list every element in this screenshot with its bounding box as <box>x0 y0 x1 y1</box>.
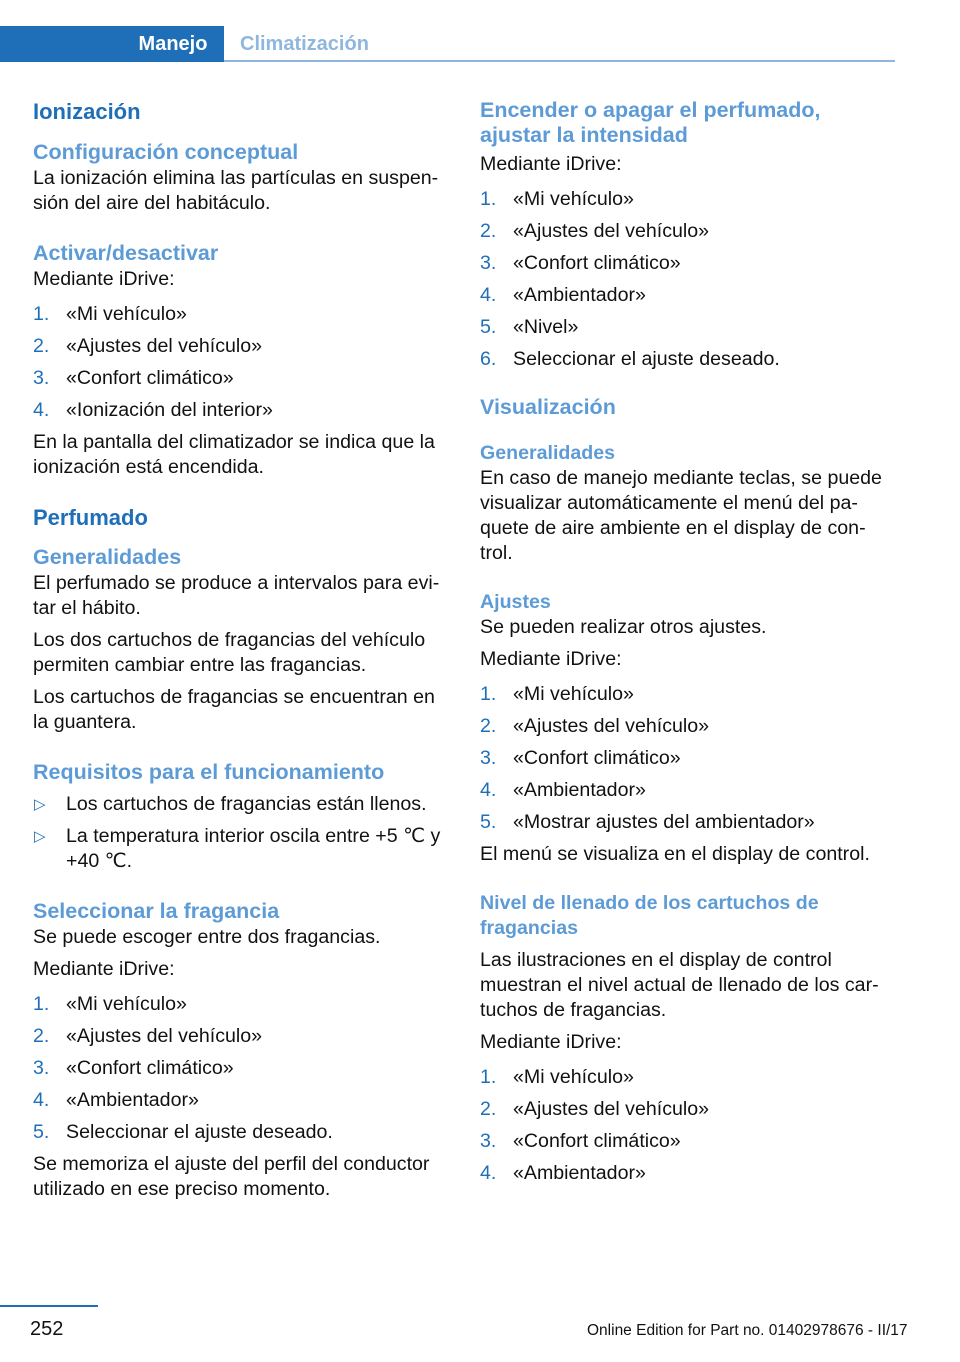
step-number: 5. <box>480 316 497 338</box>
list-item <box>33 366 445 391</box>
item-text: La temperatura interior oscila entre +5 ℃ y +40 ℃. <box>66 825 441 872</box>
step-number: 2. <box>33 335 50 357</box>
step-number: 3. <box>480 252 497 274</box>
list-item <box>480 251 892 276</box>
paragraph: Se memoriza el ajuste del perfil del conductor utilizado en ese preciso momento. <box>33 1153 430 1200</box>
step-text: «Ambientador» <box>513 1162 646 1184</box>
section-title-ionizacion: Ionización <box>33 99 141 124</box>
list-item <box>480 347 892 372</box>
step-number: 4. <box>480 779 497 801</box>
step-number: 2. <box>480 220 497 242</box>
subsection-title: Nivel de llenado de los cartuchos de fragancias <box>480 892 819 939</box>
page-number: 252 <box>30 1318 64 1340</box>
list-item <box>33 992 445 1017</box>
paragraph: El perfumado se produce a intervalos para evi‐ tar el hábito. <box>33 572 440 619</box>
list-item <box>480 219 892 244</box>
step-text: «Confort climático» <box>513 747 681 769</box>
paragraph: Los cartuchos de fragancias se encuentran en la guantera. <box>33 686 435 733</box>
step-number: 1. <box>33 993 50 1015</box>
step-text: «Ajustes del vehículo» <box>513 715 710 737</box>
step-number: 1. <box>33 303 50 325</box>
paragraph: Mediante iDrive: <box>480 648 622 670</box>
step-text: «Ambientador» <box>513 779 646 801</box>
list-item <box>33 398 445 423</box>
step-list <box>33 302 445 423</box>
list-item <box>480 283 892 308</box>
list-item <box>480 1065 892 1090</box>
step-number: 4. <box>480 1162 497 1184</box>
step-text: «Mostrar ajustes del ambientador» <box>513 811 815 833</box>
paragraph: En la pantalla del climatizador se indica que la ionización está encendida. <box>33 431 435 478</box>
header-bar <box>0 0 960 64</box>
step-text: «Confort climático» <box>66 367 234 389</box>
step-number: 2. <box>33 1025 50 1047</box>
header-tab-blank <box>0 26 122 62</box>
step-number: 5. <box>480 811 497 833</box>
triangle-right-icon: ▷ <box>34 796 46 813</box>
subsection-title: Encender o apagar el perfumado, ajustar la intensidad <box>480 98 821 147</box>
step-text: «Mi vehículo» <box>513 683 634 705</box>
step-text: «Confort climático» <box>513 1130 681 1152</box>
list-item <box>33 1088 445 1113</box>
step-text: «Confort climático» <box>66 1057 234 1079</box>
step-number: 1. <box>480 188 497 210</box>
tab-climatizacion[interactable]: Climatización <box>224 26 895 62</box>
step-text: «Ajustes del vehículo» <box>66 1025 263 1047</box>
step-list <box>480 187 892 372</box>
step-text: «Ajustes del vehículo» <box>66 335 263 357</box>
step-number: 4. <box>33 1089 50 1111</box>
step-number: 1. <box>480 683 497 705</box>
step-number: 1. <box>480 1066 497 1088</box>
step-number: 3. <box>33 1057 50 1079</box>
step-list <box>33 992 445 1145</box>
step-number: 2. <box>480 1098 497 1120</box>
step-text: «Confort climático» <box>513 252 681 274</box>
tab-manejo[interactable]: Manejo <box>122 26 224 62</box>
step-text: «Mi vehículo» <box>513 1066 634 1088</box>
section-title-visualizacion: Visualización <box>480 395 616 419</box>
step-number: 6. <box>480 348 497 370</box>
subsection-title: Configuración conceptual <box>33 140 299 164</box>
paragraph: Mediante iDrive: <box>480 153 622 175</box>
list-item <box>480 1097 892 1122</box>
paragraph: Se pueden realizar otros ajustes. <box>480 616 767 638</box>
subsection-title: Seleccionar la fragancia <box>33 899 280 923</box>
step-text: «Mi vehículo» <box>513 188 634 210</box>
step-text: «Mi vehículo» <box>66 303 187 325</box>
subsection-title: Activar/desactivar <box>33 241 219 265</box>
step-text: «Nivel» <box>513 316 579 338</box>
step-number: 3. <box>33 367 50 389</box>
paragraph: Mediante iDrive: <box>480 1031 622 1053</box>
list-item <box>33 302 445 327</box>
step-number: 4. <box>480 284 497 306</box>
section-title-perfumado: Perfumado <box>33 505 148 530</box>
paragraph: El menú se visualiza en el display de control. <box>480 843 870 865</box>
step-list <box>480 1065 892 1186</box>
paragraph: Los dos cartuchos de fragancias del vehículo permiten cambiar entre las fragancias. <box>33 629 426 676</box>
list-item <box>480 746 892 771</box>
list-item <box>480 187 892 212</box>
list-item <box>33 1024 445 1049</box>
triangle-right-icon: ▷ <box>34 828 46 845</box>
list-item <box>480 810 892 835</box>
list-item <box>480 778 892 803</box>
list-item <box>480 1161 892 1186</box>
list-item <box>33 824 445 874</box>
step-text: «Mi vehículo» <box>66 993 187 1015</box>
left-column <box>33 98 445 1209</box>
right-column <box>480 98 892 1193</box>
step-list <box>480 682 892 835</box>
paragraph: Las ilustraciones en el display de control muestran el nivel actual de llenado de los car‐ tuchos de fragancias. <box>480 949 879 1021</box>
paragraph: Mediante iDrive: <box>33 958 175 980</box>
step-number: 4. <box>33 399 50 421</box>
item-text: Los cartuchos de fragancias están llenos. <box>66 793 427 815</box>
subsection-title: Generalidades <box>480 442 616 464</box>
list-item <box>33 334 445 359</box>
requirement-list <box>33 792 445 874</box>
list-item <box>480 714 892 739</box>
list-item <box>480 1129 892 1154</box>
paragraph: Mediante iDrive: <box>33 268 175 290</box>
step-number: 3. <box>480 1130 497 1152</box>
step-text: «Ajustes del vehículo» <box>513 1098 710 1120</box>
step-number: 3. <box>480 747 497 769</box>
list-item <box>33 1120 445 1145</box>
subsection-title: Ajustes <box>480 591 551 613</box>
step-text: «Ambientador» <box>513 284 646 306</box>
list-item <box>33 1056 445 1081</box>
subsection-title: Requisitos para el funcionamiento <box>33 760 385 784</box>
list-item <box>33 792 445 817</box>
footer-rule <box>0 1305 98 1307</box>
step-number: 2. <box>480 715 497 737</box>
step-text: Seleccionar el ajuste deseado. <box>513 348 780 370</box>
list-item <box>480 682 892 707</box>
step-number: 5. <box>33 1121 50 1143</box>
step-text: «Ionización del interior» <box>66 399 273 421</box>
list-item <box>480 315 892 340</box>
step-text: «Ajustes del vehículo» <box>513 220 710 242</box>
step-text: Seleccionar el ajuste deseado. <box>66 1121 333 1143</box>
paragraph: Se puede escoger entre dos fragancias. <box>33 926 381 948</box>
subsection-title: Generalidades <box>33 545 182 569</box>
edition-footer: Online Edition for Part no. 01402978676 - II/17 <box>587 1322 908 1339</box>
paragraph: La ionización elimina las partículas en suspen‐ sión del aire del habitáculo. <box>33 167 439 214</box>
paragraph: En caso de manejo mediante teclas, se puede visualizar automáticamente el menú del pa‐ quete de aire ambiente en el display de con‐ trol. <box>480 467 882 564</box>
step-text: «Ambientador» <box>66 1089 199 1111</box>
